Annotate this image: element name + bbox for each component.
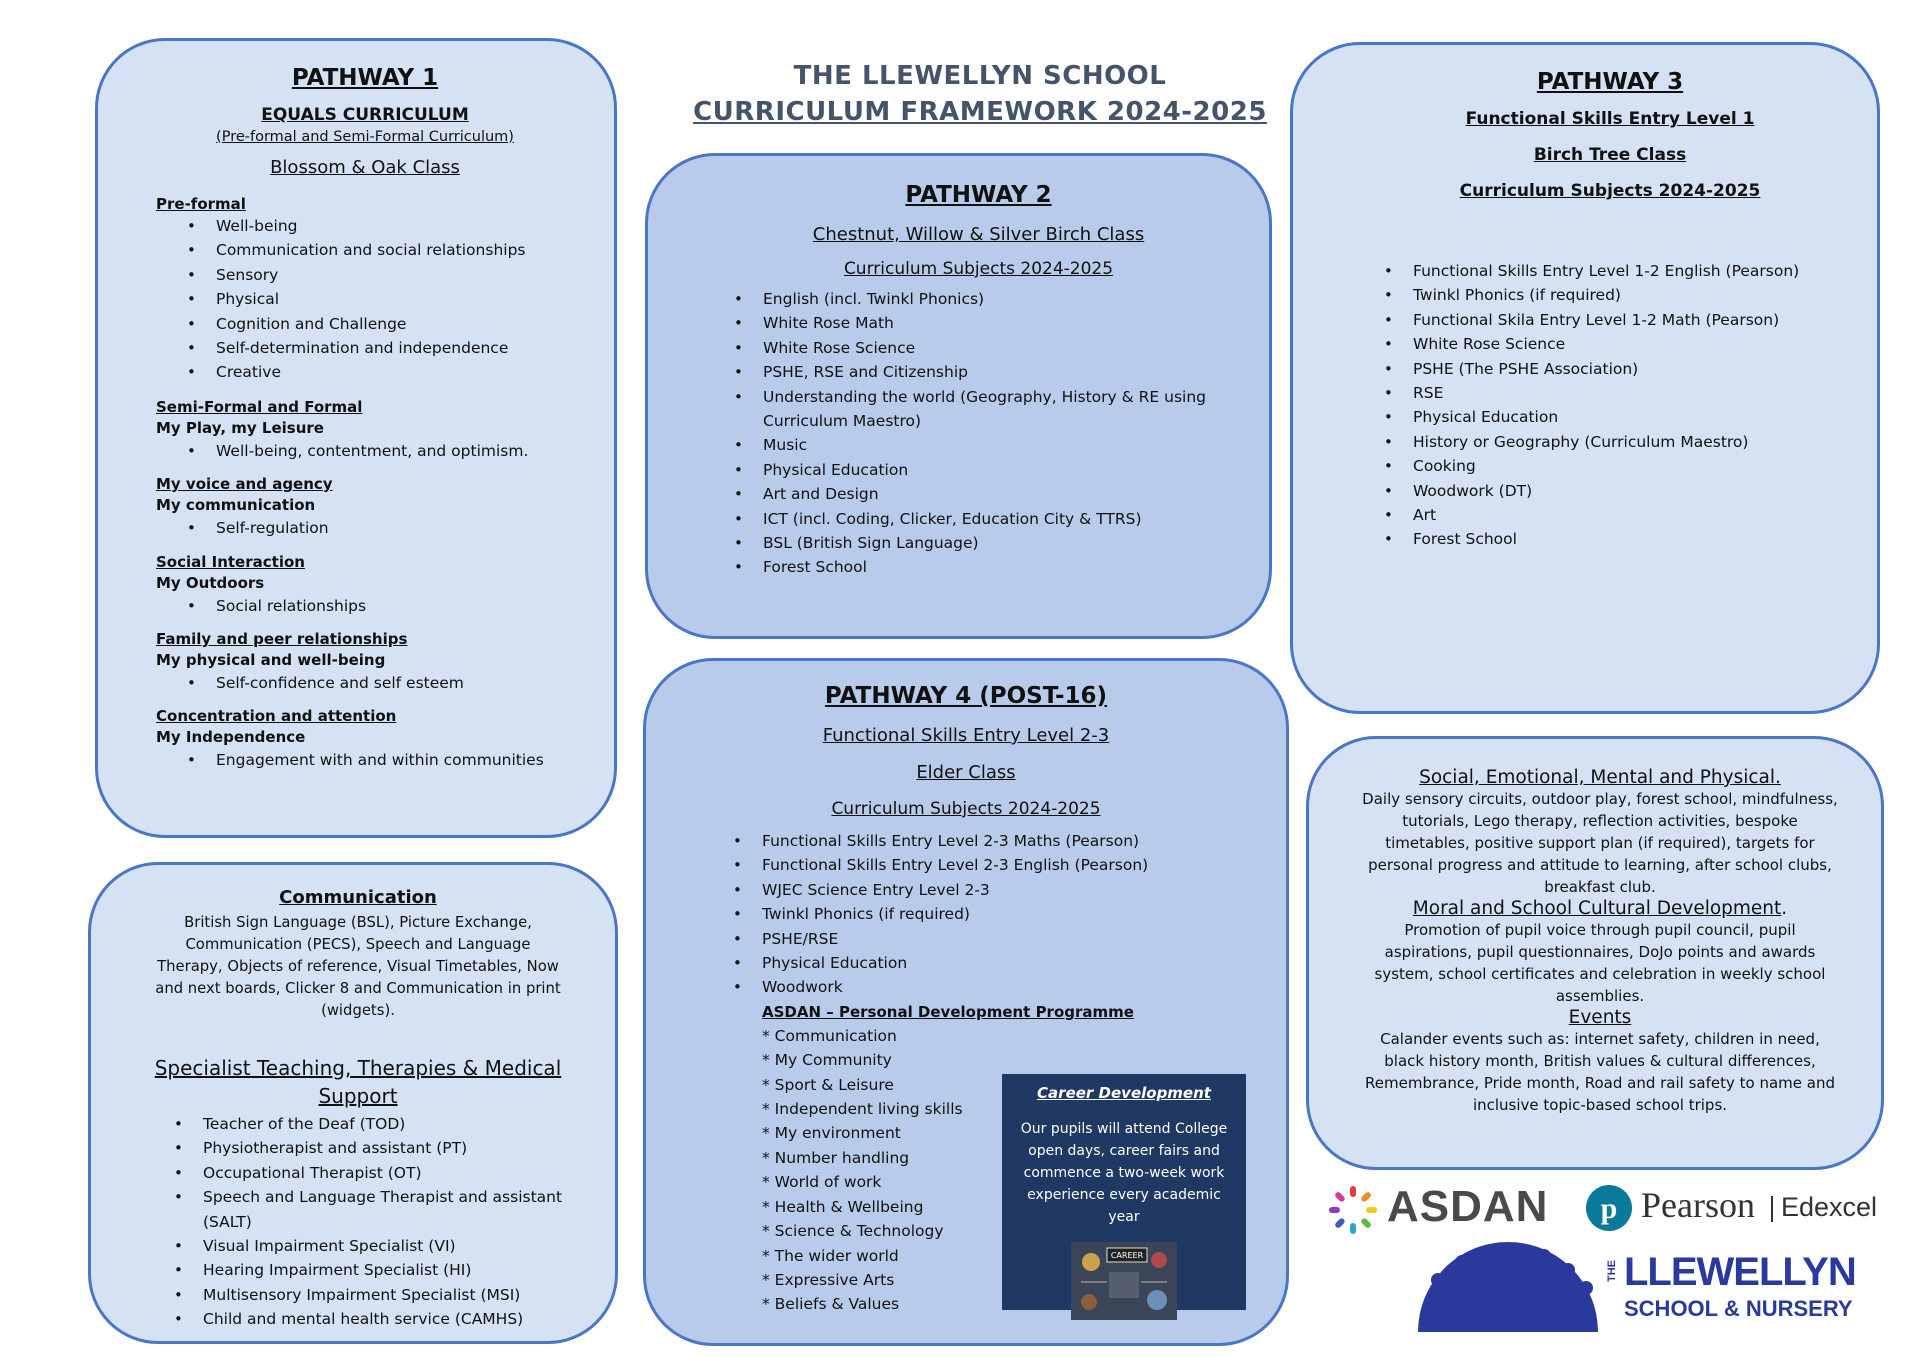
list-item: • Physical Education <box>762 951 1246 975</box>
pathway1-note: (Pre-formal and Semi-Formal Curriculum) <box>216 129 514 145</box>
pathway1-section <box>156 474 574 540</box>
development-panel <box>1306 736 1884 1170</box>
list-item: • ICT (incl. Coding, Clicker, Education City & TTRS) <box>763 507 1229 531</box>
list-item: • English (incl. Twinkl Phonics) <box>763 287 1229 311</box>
asdan-logo-text: ASDAN <box>1387 1182 1549 1231</box>
asdan-item: * My environment <box>762 1124 901 1143</box>
pathway1-section-sub: My communication <box>156 496 316 515</box>
list-item: • Cognition and Challenge <box>216 312 574 336</box>
pathway4-level: Functional Skills Entry Level 2-3 <box>822 725 1110 746</box>
list-item: • Well-being <box>216 214 574 238</box>
specialist-title-line2: Support <box>318 1084 398 1108</box>
list-item: • PSHE (The PSHE Association) <box>1413 357 1837 381</box>
pathway1-section <box>156 397 574 463</box>
asdan-item: * Health & Wellbeing <box>762 1197 924 1216</box>
list-item: • Understanding the world (Geography, History & RE using Curriculum Maestro) <box>763 385 1229 434</box>
development-title-1: Social, Emotional, Mental and Physical. <box>1419 767 1781 788</box>
pathway1-section-list <box>156 439 574 463</box>
pathway2-list <box>728 287 1229 580</box>
list-item: • Functional Skills Entry Level 2-3 Maths (Pearson) <box>762 829 1246 853</box>
pathway3-class: Birch Tree Class <box>1533 145 1687 165</box>
list-item: • WJEC Science Entry Level 2-3 <box>762 878 1246 902</box>
asdan-logo <box>1325 1180 1549 1236</box>
list-item: • Multisensory Impairment Specialist (MSI) <box>203 1283 575 1307</box>
list-item: • Art <box>1413 503 1837 527</box>
list-item: • Teacher of the Deaf (TOD) <box>203 1112 575 1136</box>
career-image-graphic <box>1071 1242 1177 1320</box>
list-item: • Physical <box>216 287 574 311</box>
list-item: • Forest School <box>763 555 1229 579</box>
asdan-title: ASDAN – Personal Development Programme <box>762 1002 1134 1021</box>
asdan-item: * Sport & Leisure <box>762 1075 894 1094</box>
list-item: • Sensory <box>216 263 574 287</box>
list-item: • PSHE, RSE and Citizenship <box>763 360 1229 384</box>
pathway1-section-heading: My voice and agency <box>156 475 333 494</box>
pathway1-section-sub: My Play, my Leisure <box>156 418 324 437</box>
list-item: • Functional Skila Entry Level 1-2 Math (Pearson) <box>1413 308 1837 332</box>
pathway1-title: PATHWAY 1 <box>291 65 439 91</box>
list-item: • RSE <box>1413 381 1837 405</box>
list-item: • Physiotherapist and assistant (PT) <box>203 1136 575 1160</box>
list-item: • Child and mental health service (CAMHS) <box>203 1307 575 1331</box>
list-item: • Communication and social relationships <box>216 238 574 262</box>
development-title-3: Events <box>1568 1007 1632 1028</box>
list-item: • White Rose Science <box>1413 332 1837 356</box>
specialist-title <box>141 1054 575 1110</box>
list-item: • Self-determination and independence <box>216 336 574 360</box>
list-item: • Art and Design <box>763 482 1229 506</box>
pearson-logo-icon <box>1585 1184 1633 1232</box>
pathway1-section-heading: Social Interaction <box>156 552 305 571</box>
asdan-item: * Expressive Arts <box>762 1270 895 1289</box>
pathway1-subtitle: EQUALS CURRICULUM <box>261 105 469 125</box>
pathway3-level: Functional Skills Entry Level 1 <box>1465 109 1755 129</box>
list-item: • Forest School <box>1413 527 1837 551</box>
list-item: • Woodwork <box>762 975 1246 999</box>
asdan-item: * My Community <box>762 1051 892 1070</box>
asdan-item: * Beliefs & Values <box>762 1295 900 1314</box>
career-image-label: CAREER <box>1110 1251 1144 1260</box>
asdan-item: * Communication <box>762 1026 897 1045</box>
pathway1-section-list <box>156 214 574 385</box>
development-title-2-suffix: . <box>1781 898 1788 919</box>
list-item: • Cooking <box>1413 454 1837 478</box>
pathway1-panel <box>95 38 617 838</box>
pathway1-section-list <box>156 748 574 772</box>
pathway1-section-sub: My physical and well-being <box>156 651 386 670</box>
pathway1-sections <box>156 194 574 773</box>
career-title: Career Development <box>1037 1084 1211 1102</box>
pathway4-class: Elder Class <box>916 762 1016 783</box>
list-item: • Occupational Therapist (OT) <box>203 1161 575 1185</box>
development-text-3: Calander events such as: internet safety, children in need, black history month, British values & cultural differences, Remembrance, Pride month, Road and rail safety to name and inclusive topic-based school trips. <box>1365 1030 1835 1114</box>
pathway1-class: Blossom & Oak Class <box>270 157 460 178</box>
list-item: • Visual Impairment Specialist (VI) <box>203 1234 575 1258</box>
pathway3-title: PATHWAY 3 <box>1536 69 1684 95</box>
pathway3-subjects-title: Curriculum Subjects 2024-2025 <box>1459 181 1761 201</box>
school-title-line2: CURRICULUM FRAMEWORK 2024-2025 <box>693 97 1267 127</box>
pearson-logo <box>1585 1180 1885 1236</box>
list-item: • Physical Education <box>1413 405 1837 429</box>
list-item: • BSL (British Sign Language) <box>763 531 1229 555</box>
list-item: • Twinkl Phonics (if required) <box>1413 283 1837 307</box>
pathway1-section-heading: Concentration and attention <box>156 707 397 726</box>
asdan-item: * World of work <box>762 1173 882 1192</box>
llewellyn-logo-icon <box>1408 1240 1608 1334</box>
communication-title: Communication <box>279 887 437 908</box>
development-title-2: Moral and School Cultural Development <box>1412 898 1782 919</box>
school-title-line1: THE LLEWELLYN SCHOOL <box>793 61 1167 91</box>
svg-text:p: p <box>1600 1192 1618 1225</box>
career-text: Our pupils will attend College open days, career fairs and commence a two-week work experience every academic year <box>1020 1121 1228 1225</box>
llewellyn-logo-name: LLEWELLYN <box>1624 1250 1856 1294</box>
list-item: • White Rose Science <box>763 336 1229 360</box>
list-item: • History or Geography (Curriculum Maestro) <box>1413 430 1837 454</box>
specialist-list <box>141 1112 575 1332</box>
list-item: • White Rose Math <box>763 311 1229 335</box>
asdan-item: * Science & Technology <box>762 1222 944 1241</box>
pearson-divider <box>1771 1196 1773 1222</box>
asdan-item: * Number handling <box>762 1148 910 1167</box>
list-item: • Self-regulation <box>216 516 574 540</box>
list-item: • Twinkl Phonics (if required) <box>762 902 1246 926</box>
pathway3-panel <box>1290 42 1880 714</box>
pathway2-title: PATHWAY 2 <box>905 182 1052 208</box>
pathway1-section <box>156 194 574 385</box>
list-item: • Engagement with and within communities <box>216 748 574 772</box>
llewellyn-logo <box>1408 1240 1888 1334</box>
communication-panel <box>88 862 618 1344</box>
development-title-2-wrap <box>1359 898 1841 919</box>
list-item: • Functional Skills Entry Level 1-2 English (Pearson) <box>1413 259 1837 283</box>
pathway1-section <box>156 552 574 618</box>
list-item: • PSHE/RSE <box>762 927 1246 951</box>
edexcel-logo-text: Edexcel <box>1781 1192 1878 1222</box>
pathway2-class: Chestnut, Willow & Silver Birch Class <box>812 224 1145 245</box>
pathway1-section-heading: Family and peer relationships <box>156 630 408 649</box>
communication-text: British Sign Language (BSL), Picture Exchange, Communication (PECS), Speech and Language Therapy, Objects of reference, Visual Timetables, Now and next boards, Clicker 8 and Communication in print (widgets). <box>155 914 561 1019</box>
list-item: • Speech and Language Therapist and assistant (SALT) <box>203 1185 575 1234</box>
pathway1-section-heading: Pre-formal <box>156 195 246 213</box>
llewellyn-logo-sub: SCHOOL & NURSERY <box>1624 1296 1853 1321</box>
pathway1-section-list <box>156 516 574 540</box>
development-text-1: Daily sensory circuits, outdoor play, forest school, mindfulness, tutorials, Lego therapy, reflection activities, bespoke timetables, positive support plan (if required), targets for personal progress and attitude to learning, after school clubs, breakfast club. <box>1362 790 1838 896</box>
pathway4-title: PATHWAY 4 (POST-16) <box>824 683 1108 709</box>
career-image <box>1071 1242 1177 1320</box>
school-title <box>680 58 1280 130</box>
list-item: • Well-being, contentment, and optimism. <box>216 439 574 463</box>
pathway1-section-list <box>156 671 574 695</box>
asdan-item: * Independent living skills <box>762 1100 963 1119</box>
pathway2-subjects-title: Curriculum Subjects 2024-2025 <box>843 259 1114 279</box>
pathway1-section-heading: Semi-Formal and Formal <box>156 397 363 416</box>
pathway1-section-list <box>156 594 574 618</box>
list-item: • Functional Skills Entry Level 2-3 English (Pearson) <box>762 853 1246 877</box>
pathway1-section-sub: My Outdoors <box>156 573 265 592</box>
list-item: • Self-confidence and self esteem <box>216 671 574 695</box>
pathway4-subjects-title: Curriculum Subjects 2024-2025 <box>831 799 1101 819</box>
llewellyn-logo-the: THE <box>1606 1260 1618 1282</box>
pathway1-section-sub: My Independence <box>156 728 306 747</box>
specialist-title-line1: Specialist Teaching, Therapies & Medical <box>154 1056 562 1080</box>
career-development-box <box>1002 1074 1246 1310</box>
pathway1-section <box>156 629 574 695</box>
pathway2-panel <box>645 153 1272 639</box>
pathway1-section <box>156 706 574 772</box>
asdan-item: * The wider world <box>762 1246 899 1265</box>
list-item: • Creative <box>216 360 574 384</box>
list-item: • Woodwork (DT) <box>1413 479 1837 503</box>
list-item: • Hearing Impairment Specialist (HI) <box>203 1258 575 1282</box>
list-item: • Social relationships <box>216 594 574 618</box>
asdan-logo-icon <box>1325 1182 1381 1238</box>
list-item: • Physical Education <box>763 458 1229 482</box>
pearson-logo-text: Pearson <box>1641 1185 1755 1225</box>
development-text-2: Promotion of pupil voice through pupil council, pupil aspirations, pupil questionnaires, DoJo points and awards system, school certificates and celebration in weekly school assemblies. <box>1374 921 1826 1005</box>
list-item: • Music <box>763 433 1229 457</box>
pathway3-list <box>1383 259 1837 552</box>
pathway4-list <box>732 829 1246 1000</box>
